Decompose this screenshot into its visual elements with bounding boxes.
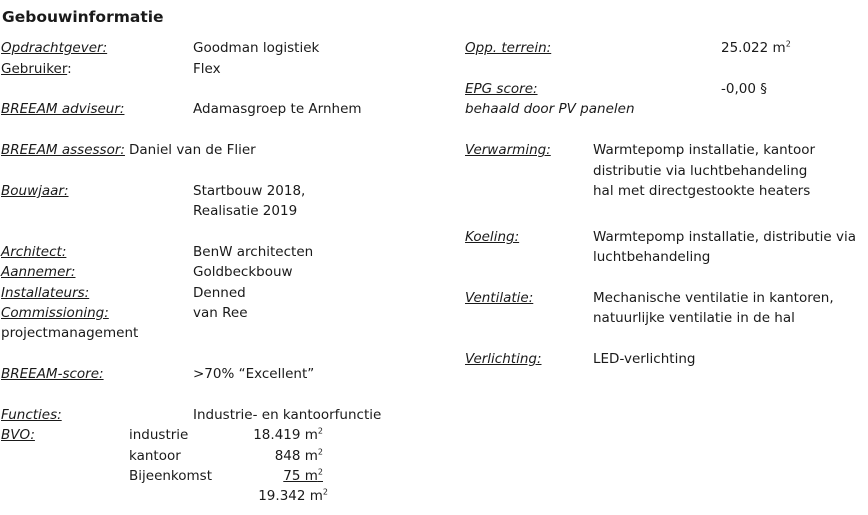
bvo-row-name: kantoor — [129, 448, 181, 464]
commissioning-value: van Ree — [193, 305, 248, 321]
bvo-total — [230, 486, 328, 506]
breeam-assessor-label: BREEAM assessor: — [1, 142, 125, 158]
bouwjaar-value-line2: Realisatie 2019 — [193, 203, 298, 219]
verlichting-value: LED-verlichting — [593, 351, 696, 367]
installateurs-value: Denned — [193, 285, 246, 301]
bvo-row-unit-sup: 2 — [317, 447, 323, 457]
breeam-adviseur-label: BREEAM adviseur: — [1, 101, 125, 117]
bvo-total-sup: 2 — [322, 487, 328, 497]
opdrachtgever-value: Goodman logistiek — [193, 40, 320, 56]
gebruiker-label: Gebruiker — [1, 61, 68, 77]
ventilatie-line2: natuurlijke ventilatie in de hal — [593, 310, 795, 326]
bvo-row-name: industrie — [129, 427, 189, 443]
commissioning-continuation: projectmanagement — [1, 325, 139, 341]
koeling-line1: Warmtepomp installatie, distributie via — [593, 229, 856, 245]
installateurs-label: Installateurs: — [1, 285, 90, 301]
breeam-assessor-value: Daniel van de Flier — [129, 142, 256, 158]
epg-score-label: EPG score: — [465, 81, 538, 97]
commissioning-label: Commissioning: — [1, 305, 109, 321]
bvo-row-unit-sup: 2 — [317, 467, 323, 477]
aannemer-value: Goldbeckbouw — [193, 264, 293, 280]
opp-terrein-unit-sup: 2 — [785, 39, 791, 49]
aannemer-label: Aannemer: — [1, 264, 76, 280]
verwarming-line2: distributie via luchtbehandeling — [593, 163, 808, 179]
bvo-total-text: 19.342 m — [258, 488, 323, 504]
verwarming-line3: hal met directgestookte heaters — [593, 183, 811, 199]
bvo-row-value-text: 75 m — [283, 468, 318, 484]
bvo-row-value — [230, 446, 323, 466]
verwarming-label: Verwarming: — [465, 142, 551, 158]
opp-terrein-label: Opp. terrein: — [465, 40, 552, 56]
architect-value: BenW architecten — [193, 244, 314, 260]
verlichting-label: Verlichting: — [465, 351, 542, 367]
koeling-line2: luchtbehandeling — [593, 249, 711, 265]
architect-label: Architect: — [1, 244, 67, 260]
bvo-row-unit-sup: 2 — [317, 426, 323, 436]
opp-terrein-value-text: 25.022 m — [721, 40, 786, 56]
bvo-label: BVO: — [1, 427, 35, 443]
bouwjaar-value-line1: Startbouw 2018, — [193, 183, 306, 199]
ventilatie-line1: Mechanische ventilatie in kantoren, — [593, 290, 834, 306]
page-title: Gebouwinformatie — [2, 8, 164, 26]
verwarming-line1: Warmtepomp installatie, kantoor — [593, 142, 816, 158]
bvo-row-value-text: 848 m — [274, 448, 318, 464]
opdrachtgever-label: Opdrachtgever: — [1, 40, 108, 56]
epg-score-note: behaald door PV panelen — [465, 101, 635, 117]
breeam-score-value: >70% “Excellent” — [193, 366, 315, 382]
gebruiker-value: Flex — [193, 61, 221, 77]
gebruiker-label-wrap — [1, 59, 72, 79]
koeling-label: Koeling: — [465, 229, 520, 245]
breeam-adviseur-value: Adamasgroep te Arnhem — [193, 101, 362, 117]
opp-terrein-value — [721, 38, 791, 58]
bouwjaar-label: Bouwjaar: — [1, 183, 69, 199]
epg-score-value: -0,00 § — [721, 81, 767, 97]
bvo-row-value — [230, 425, 323, 445]
functies-value: Industrie- en kantoorfunctie — [193, 407, 382, 423]
ventilatie-label: Ventilatie: — [465, 290, 534, 306]
bvo-row-value — [257, 466, 323, 486]
bvo-row-name: Bijeenkomst — [129, 468, 213, 484]
breeam-score-label: BREEAM-score: — [1, 366, 104, 382]
functies-label: Functies: — [1, 407, 62, 423]
gebruiker-colon: : — [67, 61, 72, 77]
bvo-row-value-text: 18.419 m — [253, 427, 318, 443]
